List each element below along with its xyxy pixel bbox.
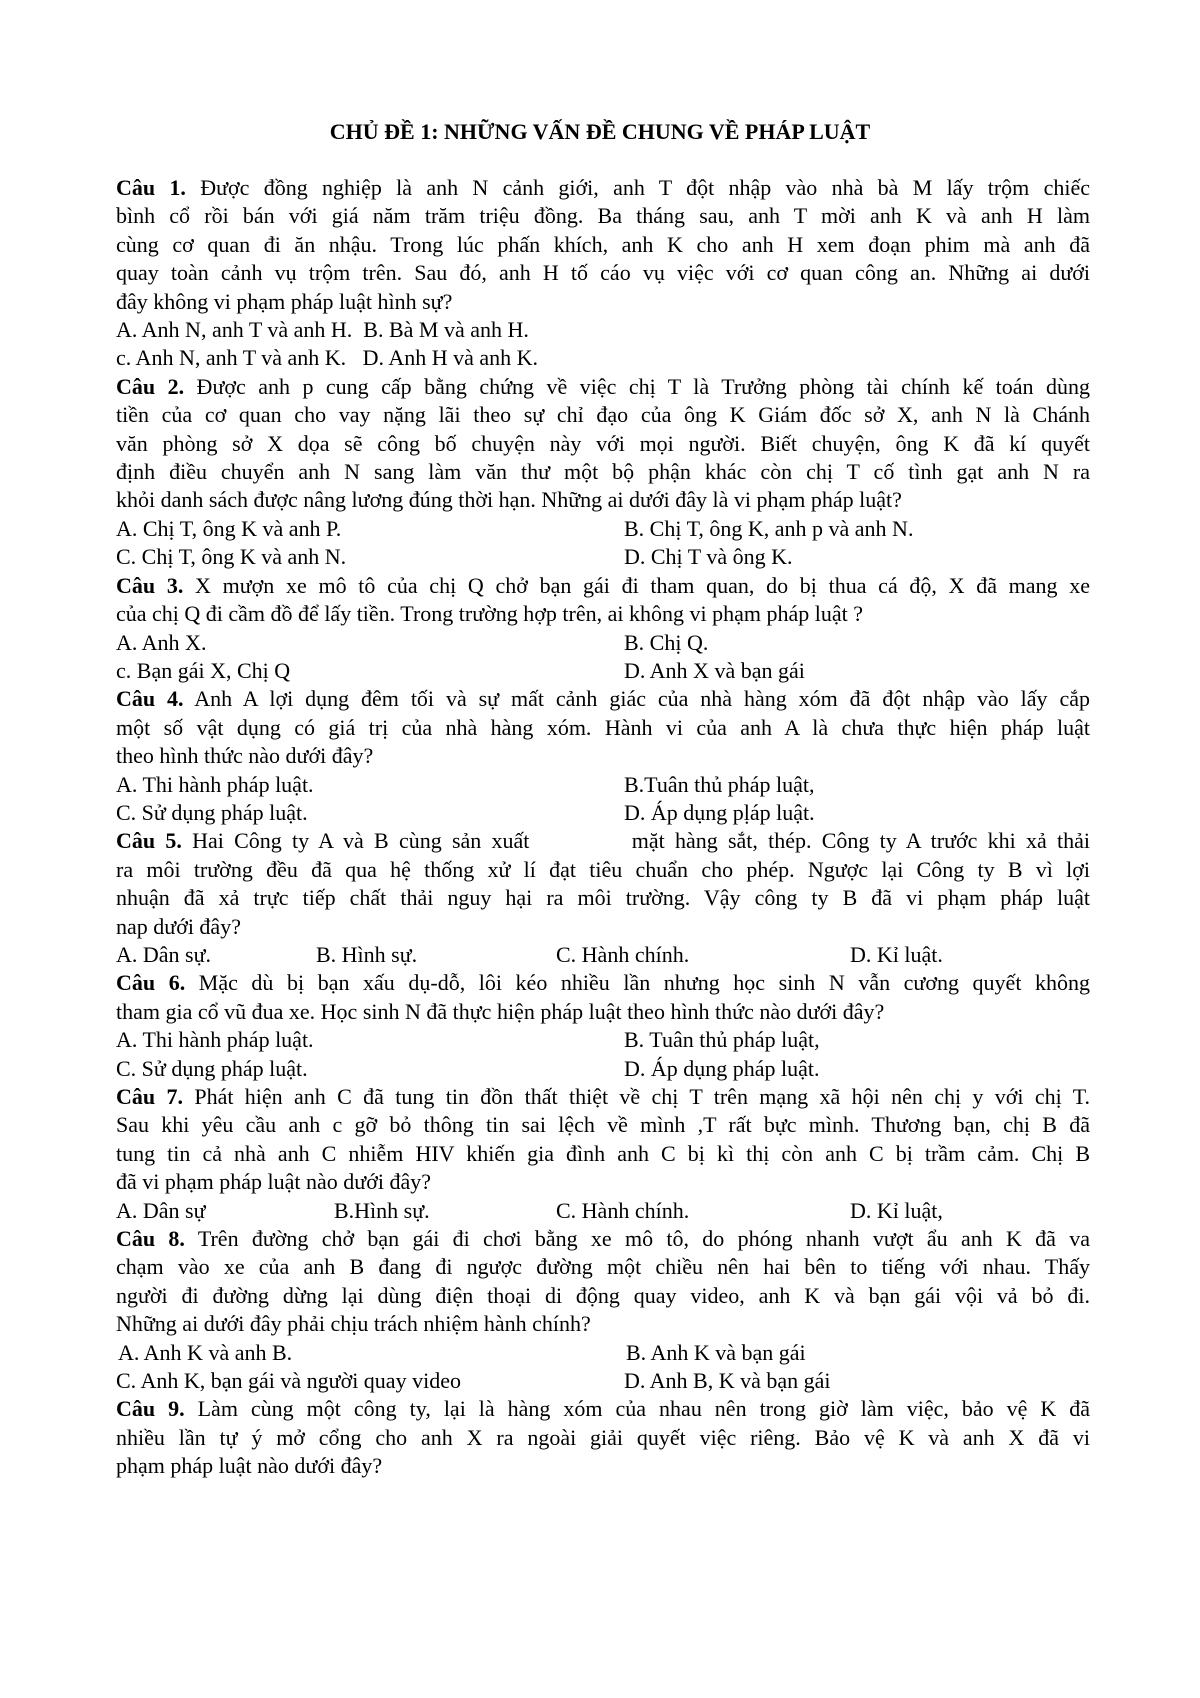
question-label: Câu 1.	[116, 175, 186, 200]
question-label: Câu 7.	[116, 1084, 183, 1109]
page-title: CHỦ ĐỀ 1: NHỮNG VẤN ĐỀ CHUNG VỀ PHÁP LUẬT	[329, 119, 871, 144]
question-8	[116, 1225, 1090, 1395]
question-text-line: nhiều lần tự ý mở cổng cho anh X ra ngoài giải quyết việc riêng. Bảo vệ K và anh X đã vi	[116, 1424, 1090, 1450]
question-text-line: tung tin cả nhà anh C nhiễm HIV khiến gia đình anh C bị kì thị còn anh C bị trầm cảm. Chị B	[116, 1140, 1090, 1166]
question-7	[116, 1083, 1090, 1225]
answer-option-a: A. Anh X.	[116, 629, 207, 655]
answer-option-b: B.Hình sự.	[334, 1197, 430, 1223]
question-text-line: Trên đường chở bạn gái đi chơi bằng xe mô tô, do phóng nhanh vượt ẩu anh K đã va	[184, 1226, 1090, 1252]
question-text-line: Hai Công ty A và B cùng sản xuất mặt hàng sắt, thép. Công ty A trước khi xả thải	[181, 828, 1091, 854]
answer-option-c: C. Hành chính.	[556, 941, 690, 967]
question-text-line: của chị Q đi cầm đồ để lấy tiền. Trong trường hợp trên, ai không vi phạm pháp luật ?	[116, 601, 863, 627]
answer-option-line: c. Anh N, anh T và anh K. D. Anh H và anh K.	[116, 345, 539, 371]
question-text-line: đã vi phạm pháp luật nào dưới đây?	[116, 1169, 431, 1195]
question-6	[116, 969, 1090, 1083]
question-text-line: ra môi trường đều đã qua hệ thống xử lí đạt tiêu chuẩn cho phép. Ngược lại Công ty B vì lợi	[116, 856, 1090, 882]
question-text-line: X mượn xe mô tô của chị Q chở bạn gái đi tham quan, do bị thua cá độ, X đã mang xe	[183, 572, 1090, 598]
answer-option-a: A. Dân sự	[116, 1197, 206, 1223]
answer-option-b: B. Anh K và bạn gái	[626, 1339, 806, 1365]
answer-option-b: B. Chị T, ông K, anh p và anh N.	[624, 515, 914, 541]
question-text-line: Sau khi yêu cầu anh c gỡ bỏ thông tin sai lệch về mình ,T rất bực mình. Thương bạn, chị B đã	[116, 1112, 1090, 1138]
question-text-line: bình cổ rồi bán với giá năm trăm triệu đồng. Ba tháng sau, anh T mời anh K và anh H làm	[116, 203, 1090, 229]
question-label: Câu 2.	[116, 373, 185, 399]
question-label: Câu 5.	[116, 828, 182, 854]
question-label: Câu 6.	[116, 970, 186, 996]
question-text-line: đây không vi phạm pháp luật hình sự?	[116, 288, 453, 314]
answer-option-c: c. Bạn gái X, Chị Q	[116, 657, 291, 683]
answer-option-d: D. Kỉ luật.	[850, 941, 943, 967]
question-1	[116, 174, 1090, 373]
question-text-line: người đi đường dừng lại dùng điện thoại di động quay video, anh K và bạn gái vội vả bỏ đi.	[116, 1282, 1090, 1308]
question-3	[116, 572, 1090, 686]
question-list	[116, 174, 1090, 1481]
answer-option-c: C. Hành chính.	[556, 1197, 690, 1223]
question-text-line: nhuận đã xả trực tiếp chất thải nguy hại ra môi trường. Vậy công ty B đã vi phạm pháp luật	[116, 885, 1090, 911]
answer-option-d: D. Anh B, K và bạn gái	[624, 1368, 831, 1394]
answer-option-b: B. Hình sự.	[316, 941, 418, 967]
question-label: Câu 9.	[116, 1396, 185, 1422]
answer-option-d: D. Áp dụng pháp luật.	[624, 1055, 820, 1081]
question-text-line: quay toàn cảnh vụ trộm trên. Sau đó, anh H tố cáo vụ việc với cơ quan công an. Những ai dưới	[116, 260, 1090, 286]
question-text-line: định điều chuyển anh N sang làm văn thư một bộ phận khác còn chị T cố tình gạt anh N ra	[116, 459, 1090, 485]
question-text-line: Làm cùng một công ty, lại là hàng xóm của nhau nên trong giờ làm việc, bảo vệ K đã	[184, 1396, 1090, 1422]
question-text-line: tiền của cơ quan cho vay nặng lãi theo sự chỉ đạo của ông K Giám đốc sở X, anh N là Chánh	[116, 402, 1090, 428]
answer-option-a: A. Anh K và anh B.	[118, 1339, 293, 1365]
answer-option-b: B. Tuân thủ pháp luật,	[624, 1027, 820, 1053]
question-text-line: Anh A lợi dụng đêm tối và sự mất cảnh giác của nhà hàng xóm đã đột nhập vào lấy cắp	[183, 686, 1090, 712]
answer-option-c: C. Anh K, bạn gái và người quay video	[116, 1368, 461, 1394]
answer-option-c: C. Chị T, ông K và anh N.	[116, 544, 347, 570]
question-text-line: theo hình thức nào dưới đây?	[116, 743, 374, 769]
question-text-line: một số vật dụng có giá trị của nhà hàng xóm. Hành vi của anh A là chưa thực hiện pháp luật	[116, 714, 1090, 740]
question-text-line: văn phòng sở X dọa sẽ công bố chuyện này với mọi người. Biết chuyện, ông K đã kí quyết	[116, 430, 1090, 456]
question-9	[116, 1395, 1090, 1480]
question-label: Câu 3.	[116, 572, 184, 598]
question-2	[116, 373, 1090, 572]
answer-option-b: B. Chị Q.	[624, 629, 709, 655]
answer-option-c: C. Sử dụng pháp luật.	[116, 799, 308, 825]
question-5	[116, 827, 1090, 969]
question-text-line: Phát hiện anh C đã tung tin đồn thất thiệt về chị T trên mạng xã hội nên chị y với chị T.	[182, 1084, 1091, 1109]
answer-option-line: A. Anh N, anh T và anh H. B. Bà M và anh H.	[116, 317, 529, 343]
question-text-line: phạm pháp luật nào dưới đây?	[116, 1453, 383, 1479]
question-text-line: Mặc dù bị bạn xấu dụ-dỗ, lôi kéo nhiều lần nhưng học sinh N vẫn cương quyết không	[185, 970, 1091, 996]
answer-option-d: D. Kỉ luật,	[850, 1197, 943, 1223]
answer-option-c: C. Sử dụng pháp luật.	[116, 1055, 308, 1081]
question-text-line: nap dưới đây?	[116, 913, 241, 939]
answer-option-a: A. Thi hành pháp luật.	[116, 771, 314, 797]
question-label: Câu 4.	[116, 686, 184, 712]
answer-option-d: D. Chị T và ông K.	[624, 544, 793, 570]
question-4	[116, 685, 1090, 827]
question-text-line: khỏi danh sách được nâng lương đúng thời hạn. Những ai dưới đây là vi phạm pháp luật?	[116, 487, 902, 513]
question-text-line: Được đồng nghiệp là anh N cảnh giới, anh T đột nhập vào nhà bà M lấy trộm chiếc	[185, 175, 1090, 200]
answer-option-a: A. Dân sự.	[116, 941, 212, 967]
question-text-line: cùng cơ quan đi ăn nhậu. Trong lúc phấn khích, anh K cho anh H xem đoạn phim mà anh đã	[116, 231, 1090, 257]
question-text-line: tham gia cổ vũ đua xe. Học sinh N đã thực hiện pháp luật theo hình thức nào dưới đây?	[116, 998, 885, 1024]
question-text-line: chạm vào xe của anh B đang đi ngược đường một chiều nên hai bên to tiếng với nhau. Thấy	[116, 1254, 1090, 1280]
question-text-line: Những ai dưới đây phải chịu trách nhiệm hành chính?	[116, 1311, 591, 1337]
answer-option-a: A. Chị T, ông K và anh P.	[116, 515, 342, 541]
answer-option-a: A. Thi hành pháp luật.	[116, 1027, 314, 1053]
question-text-line: Được anh p cung cấp bằng chứng về việc chị T là Trưởng phòng tài chính kế toán dùng	[184, 373, 1091, 399]
answer-option-d: D. Anh X và bạn gái	[624, 657, 805, 683]
question-label: Câu 8.	[116, 1226, 185, 1252]
answer-option-b: B.Tuân thủ pháp luật,	[624, 771, 815, 797]
answer-option-d: D. Áp dụng pḷáp luật.	[624, 799, 815, 825]
